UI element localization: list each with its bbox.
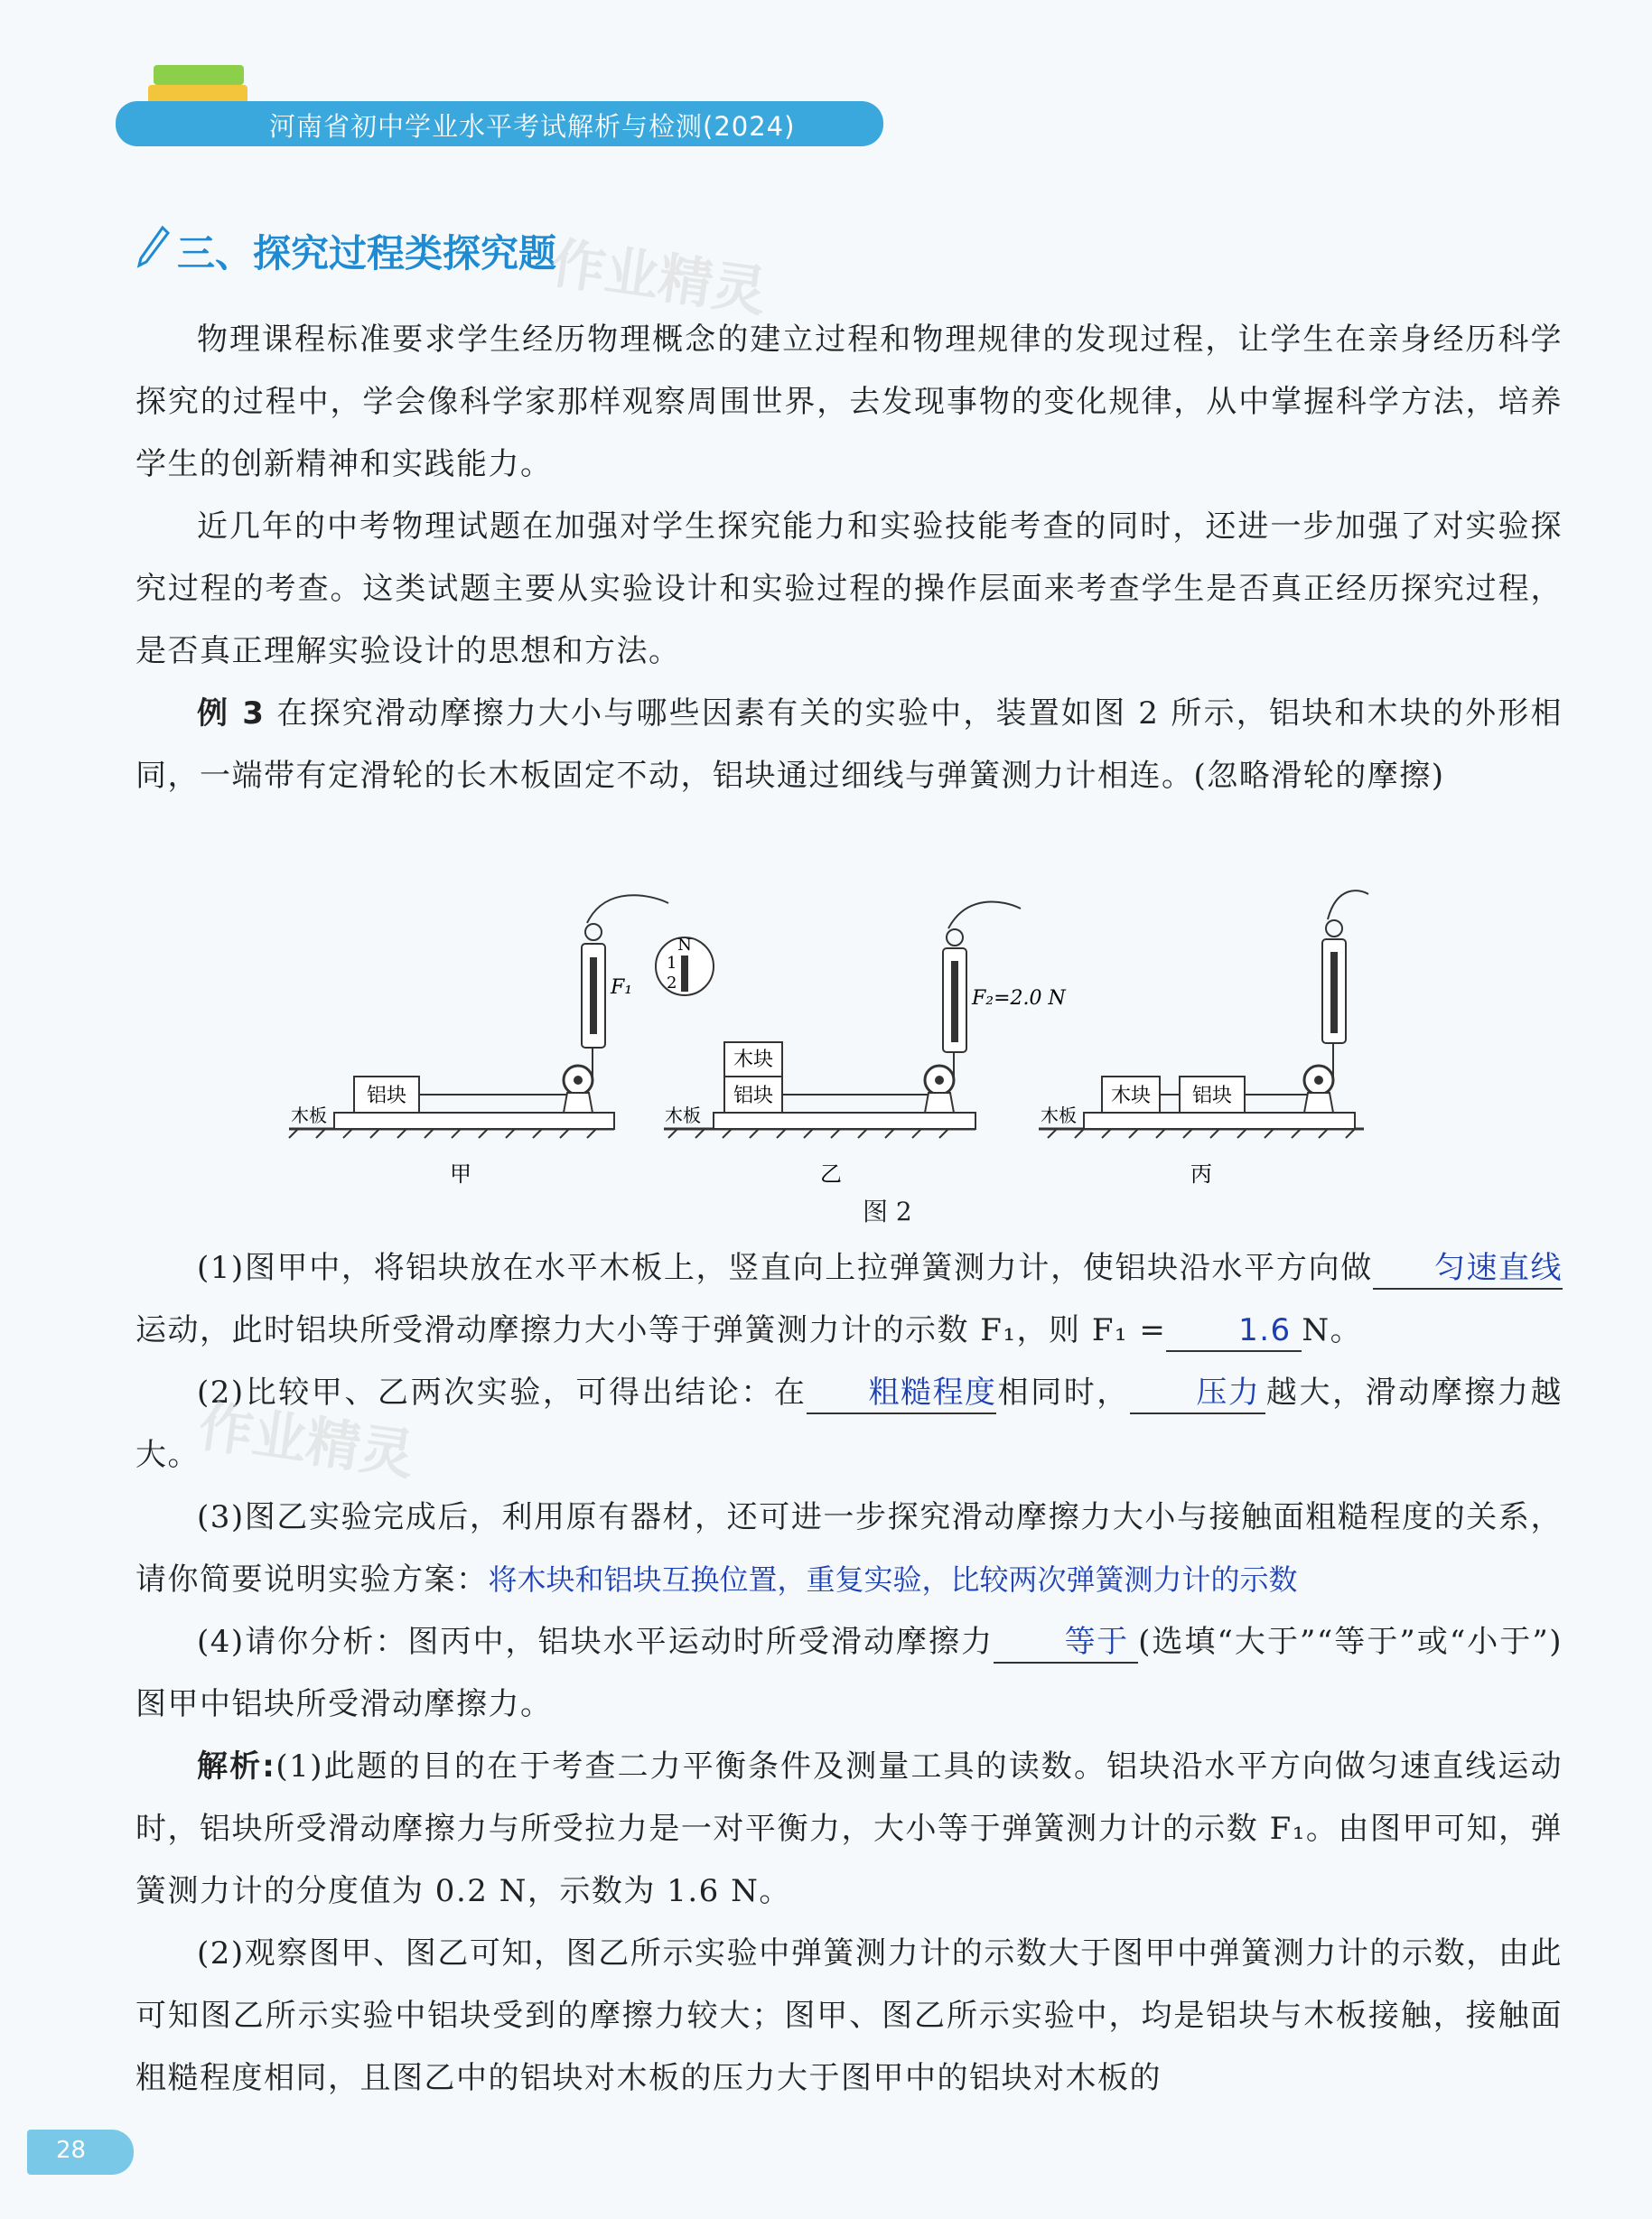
label-yi: 乙	[820, 1161, 842, 1187]
example-label: 例 3	[197, 695, 266, 732]
q2-text-c: 越大，滑动摩擦力越大。	[135, 1375, 1563, 1473]
wood-label-yi: 木块	[733, 1049, 774, 1071]
q2-answer-1: 粗糙程度	[807, 1373, 996, 1414]
section-title: 三、探究过程类探究题	[177, 231, 557, 275]
board-label-bing: 木板	[1041, 1105, 1077, 1126]
figure-2	[280, 867, 1373, 1228]
q2-text-b: 相同时，	[996, 1375, 1130, 1411]
al-label-yi: 铝块	[733, 1085, 774, 1107]
figure-caption: 图 2	[863, 1197, 912, 1226]
question-4	[135, 1611, 1563, 1736]
analysis-text-1: (1)此题的目的在于考查二力平衡条件及测量工具的读数。铝块沿水平方向做匀速直线运动时，铝块所受滑动摩擦力与所受拉力是一对平衡力，大小等于弹簧测力计的示数 F₁。由图甲可知，弹簧测力计的分度值为 0.2 N，示数为 1.6 N。	[135, 1748, 1563, 1909]
scale-1: 1	[667, 954, 677, 973]
panel-bing	[1039, 890, 1368, 1187]
label-jia: 甲	[450, 1161, 471, 1187]
example-text: 在探究滑动摩擦力大小与哪些因素有关的实验中，装置如图 2 所示，铝块和木块的外形相同，一端带有定滑轮的长木板固定不动，铝块通过细线与弹簧测力计相连。(忽略滑轮的摩擦)	[135, 695, 1563, 794]
q1-answer-1: 匀速直线	[1373, 1248, 1563, 1290]
al-label-bing: 铝块	[1191, 1085, 1233, 1107]
q3-answer: 将木块和铝块互换位置，重复实验，比较两次弹簧测力计的示数	[488, 1562, 1298, 1597]
scale-n: N	[677, 936, 692, 955]
panel-jia	[289, 895, 714, 1187]
intro-paragraph-1: 物理课程标准要求学生经历物理概念的建立过程和物理规律的发现过程，让学生在亲身经历科学探究的过程中，学会像科学家那样观察周围世界，去发现事物的变化规律，从中掌握科学方法，培养学生的创新精神和实践能力。	[135, 322, 1563, 482]
board-label-jia: 木板	[291, 1105, 327, 1126]
wood-label-bing: 木块	[1110, 1085, 1152, 1107]
q4-answer: 等于	[994, 1622, 1138, 1664]
question-3	[135, 1487, 1563, 1611]
q1-text-b: 运动，此时铝块所受滑动摩擦力大小等于弹簧测力计的示数 F₁，则 F₁ =	[135, 1312, 1167, 1348]
analysis-paragraph-1	[135, 1736, 1563, 1923]
panel-yi	[664, 901, 1066, 1187]
question-1	[135, 1237, 1563, 1362]
q3-text-a: (3)图乙实验完成后，利用原有器材，还可进一步探究滑动摩擦力大小与接触面粗糙程度的关系，请你简要说明实验方案：	[135, 1499, 1563, 1598]
al-label-jia: 铝块	[366, 1085, 407, 1107]
scale-2: 2	[667, 974, 677, 993]
pencil-icon	[135, 224, 172, 269]
q1-text-a: (1)图甲中，将铝块放在水平木板上，竖直向上拉弹簧测力计，使铝块沿水平方向做	[197, 1250, 1373, 1286]
f2-label: F₂=2.0 N	[972, 987, 1066, 1010]
analysis-paragraph-2: (2)观察图甲、图乙可知，图乙所示实验中弹簧测力计的示数大于图甲中弹簧测力计的示数，由此可知图乙所示实验中铝块受到的摩擦力较大；图甲、图乙所示实验中，均是铝块与木板接触，接触面粗糙程度相同，且图乙中的铝块对木板的压力大于图甲中的铝块对木板的	[135, 1935, 1563, 2096]
q1-answer-2: 1.6	[1166, 1310, 1302, 1352]
analysis-label: 解析:	[197, 1748, 276, 1785]
q4-text-b: (选填“大于”“等于”或“小于”)图甲中铝块所受滑动摩擦力。	[135, 1624, 1563, 1722]
page-number: 28	[56, 2137, 87, 2164]
q4-text-a: (4)请你分析：图丙中，铝块水平运动时所受滑动摩擦力	[197, 1624, 994, 1660]
watermark: 作业精灵	[546, 231, 771, 325]
intro-paragraph-2: 近几年的中考物理试题在加强对学生探究能力和实验技能考查的同时，还进一步加强了对实验探究过程的考查。这类试题主要从实验设计和实验过程的操作层面来考查学生是否真正经历探究过程，是否真正理解实验设计的思想和方法。	[135, 508, 1563, 669]
header-title: 河南省初中学业水平考试解析与检测(2024)	[269, 111, 796, 142]
label-bing: 丙	[1190, 1161, 1212, 1187]
board-label-yi: 木板	[665, 1105, 701, 1126]
f1-label: F₁	[611, 976, 633, 999]
example-paragraph	[135, 683, 1563, 807]
q2-answer-2: 压力	[1130, 1373, 1265, 1414]
q2-text-a: (2)比较甲、乙两次实验，可得出结论：在	[197, 1375, 807, 1411]
q1-text-c: N。	[1302, 1312, 1363, 1348]
watermark-2: 作业精灵	[194, 1394, 419, 1488]
